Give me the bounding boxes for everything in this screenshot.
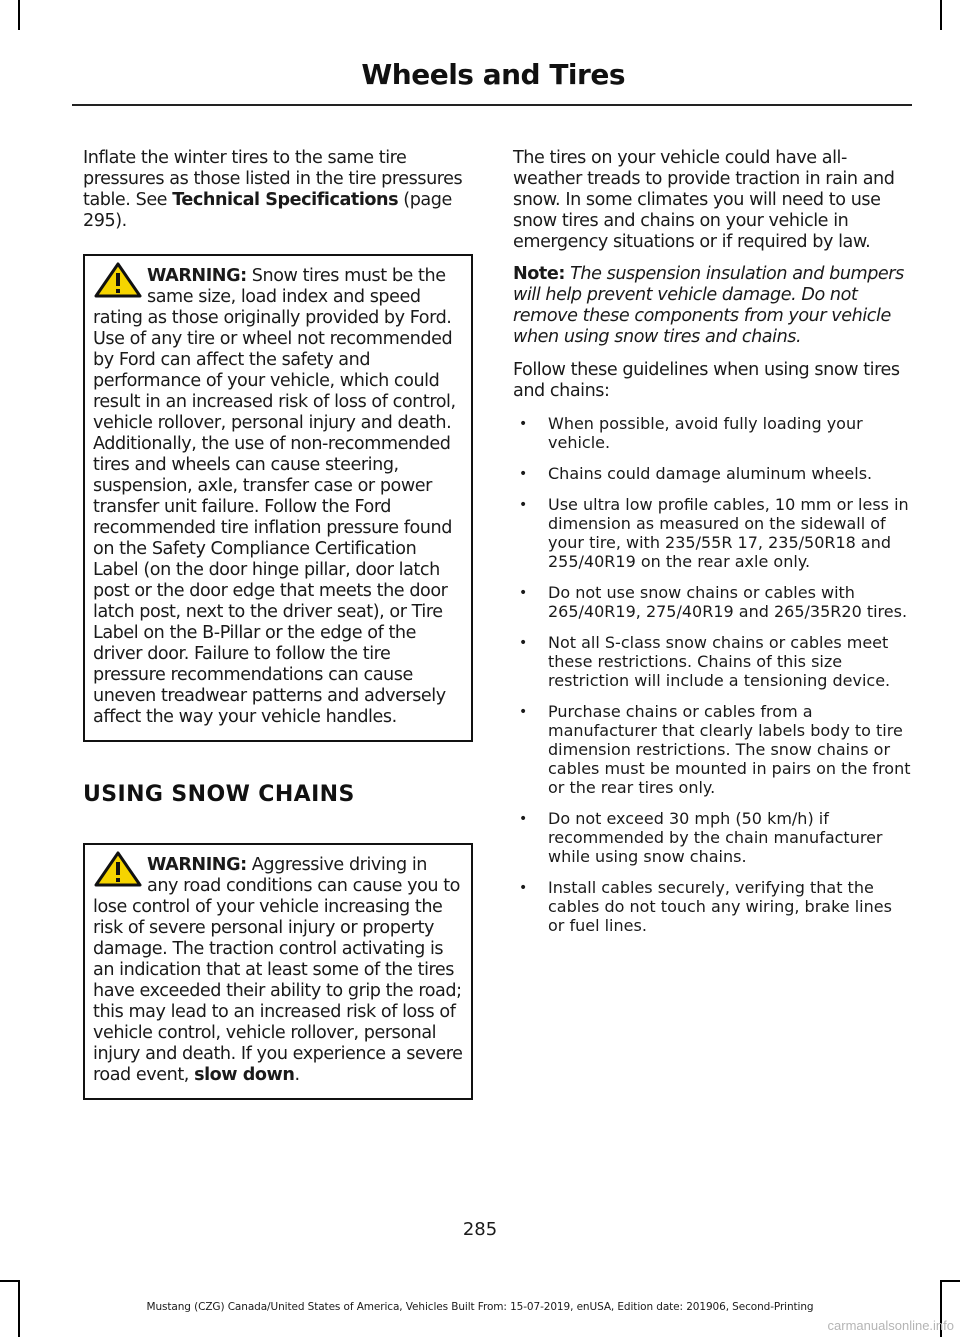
technical-specifications-link[interactable]: Technical Specifications	[172, 190, 399, 210]
list-item: • Not all S-class snow chains or cables meet these restrictions. Chains of this size restriction will include a tensioning device.	[513, 633, 911, 690]
list-item: • Chains could damage aluminum wheels.	[513, 464, 911, 483]
footer-edition-info: Mustang (CZG) Canada/United States of America, Vehicles Built From: 15-07-2019, enUSA, Edition date: 201906, Second-Printing	[146, 1301, 814, 1313]
crop-mark-bottom-right-h	[940, 1280, 960, 1282]
crop-mark-bottom-left-h	[0, 1280, 20, 1282]
guidelines-intro: Follow these guidelines when using snow tires and chains:	[513, 360, 900, 401]
snow-tires-warning-text: WARNING: Snow tires must be the same size, load index and speed rating as those originally provided by Ford. Use of any tire or wheel not recommended by Ford can affect the safety and performance of your vehicle, which could result in an increased risk of loss of control, vehicle rollover, personal injury and death. Additionally, the use of non-recommended tires and wheels can cause steering, suspension, axle, transfer case or power transfer unit failure. Follow the Ford recommended tire inflation pressure found on the Safety Compliance Certification Label (on the door hinge pillar, door latch post or the door edge that meets the door latch post, next to the driver seat), or Tire Label on the B-Pillar or the edge of the driver door. Failure to follow the tire pressure recommendations can cause uneven treadwear patterns and adversely affect the way your vehicle handles.	[93, 266, 456, 727]
intro-paragraph: Inflate the winter tires to the same tire pressures as those listed in the tire pressures table. See Technical Specifications (page 295).	[83, 148, 463, 231]
list-item: • Install cables securely, verifying that the cables do not touch any wiring, brake lines or fuel lines.	[513, 878, 911, 935]
left-column	[83, 148, 473, 1100]
warning-triangle-icon	[93, 262, 143, 298]
crop-mark-top-right	[940, 0, 942, 30]
page-number: 285	[462, 1219, 498, 1240]
aggressive-driving-warning-box	[83, 843, 473, 1100]
aggressive-driving-warning-text: WARNING: Aggressive driving in any road conditions can cause you to lose control of your vehicle increasing the risk of severe personal injury or property damage. The traction control activating is an indication that at least some of the tires have exceeded their ability to grip the road; this may lead to an increased risk of loss of vehicle control, vehicle rollover, personal injury and death. If you experience a severe road event, slow down.	[93, 855, 463, 1085]
snow-chain-guidelines-list	[513, 414, 911, 935]
list-item: • Use ultra low profile cables, 10 mm or less in dimension as measured on the sidewall of your tire, with 235/55R 17, 235/50R18 and 255/40R19 on the rear axle only.	[513, 495, 911, 571]
warning-label: WARNING:	[147, 855, 247, 875]
warning-triangle-icon	[93, 851, 143, 887]
page-title: Wheels and Tires	[361, 58, 625, 91]
snow-tires-warning-box	[83, 254, 473, 742]
list-item: • Purchase chains or cables from a manufacturer that clearly labels body to tire dimension restrictions. The snow chains or cables must be mounted in pairs on the front or the rear tires only.	[513, 702, 911, 797]
warning-label: WARNING:	[147, 266, 247, 286]
watermark: carmanualsonline.info	[827, 1318, 954, 1333]
list-item: • Do not exceed 30 mph (50 km/h) if recommended by the chain manufacturer while using snow chains.	[513, 809, 911, 866]
slow-down-emphasis: slow down	[194, 1065, 295, 1085]
list-item: • Do not use snow chains or cables with 265/40R19, 275/40R19 and 265/35R20 tires.	[513, 583, 911, 621]
note-paragraph: Note: The suspension insulation and bumpers will help prevent vehicle damage. Do not remove these components from your vehicle when using snow tires and chains.	[513, 264, 904, 347]
header-divider	[72, 104, 912, 106]
crop-mark-top-left	[18, 0, 20, 30]
section-heading-snow-chains: USING SNOW CHAINS	[83, 782, 355, 807]
note-label: Note:	[513, 264, 565, 284]
list-item: • When possible, avoid fully loading your vehicle.	[513, 414, 911, 452]
right-column	[513, 148, 911, 947]
all-weather-treads-paragraph: The tires on your vehicle could have all-weather treads to provide traction in rain and snow. In some climates you will need to use snow tires and chains on your vehicle in emergency situations or if required by law.	[513, 148, 895, 252]
